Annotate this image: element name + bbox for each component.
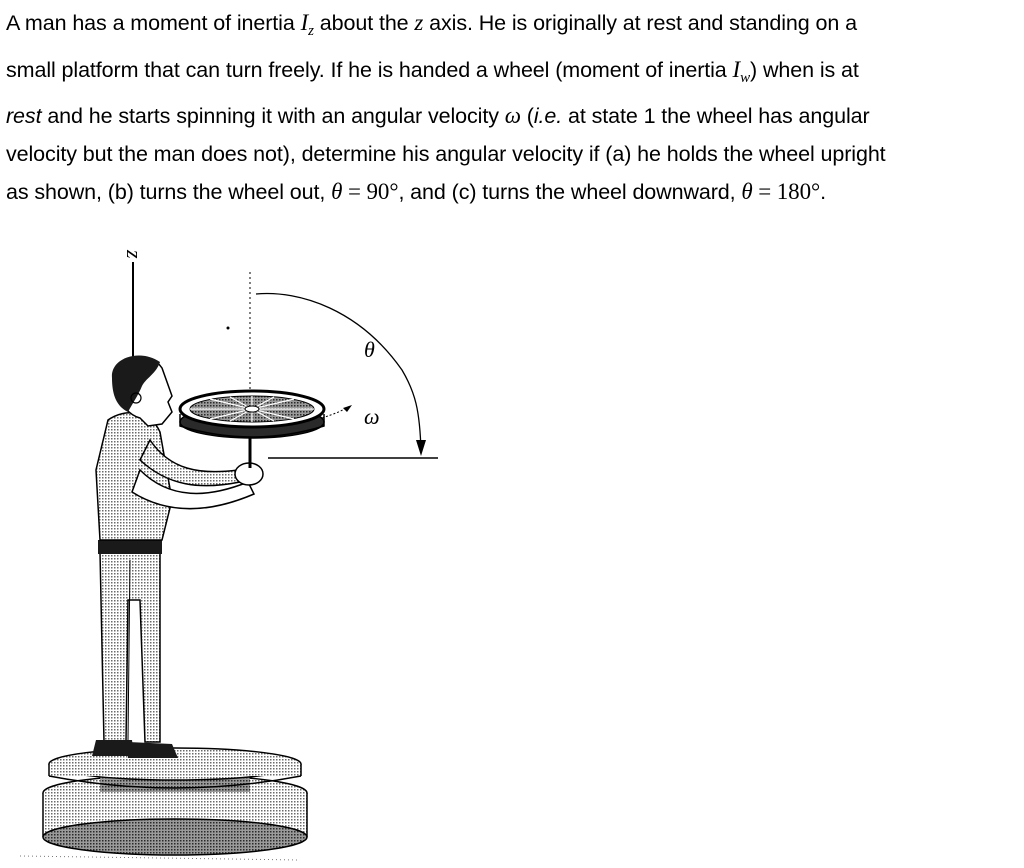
text: small platform that can turn freely. If he is handed a wheel (moment of inertia [6,57,733,82]
iz-base: I [300,10,309,35]
reference-dot [227,327,230,330]
equation: = 90° [342,179,399,204]
problem-line-2 [6,51,1018,98]
text: about the [313,11,415,35]
text: velocity but the man does not), determine his angular velocity if (a) he holds the wheel upright [6,141,886,166]
text: ) when is at [750,57,859,82]
z-axis-label: z [122,250,147,259]
iz-symbol [300,10,314,39]
problem-line-1 [6,4,1018,51]
iw-base: I [732,56,741,82]
problem-statement [6,4,1018,212]
belt [98,540,162,554]
z-symbol: z [414,10,424,35]
problem-line-4 [6,136,1018,174]
text: . [820,180,826,204]
text: , and (c) turns the wheel downward, [398,180,742,204]
text: as shown, (b) turns the wheel out, [6,180,332,204]
spin-arrowhead [343,405,352,412]
theta-symbol: θ [331,179,343,204]
ie-emphasis: i.e. [533,104,563,128]
problem-line-5 [6,173,1018,212]
turntable-platform [20,748,307,860]
theta-label: θ [364,337,375,362]
equation: = 180° [752,179,821,204]
theta-arrowhead [416,440,426,456]
omega-label: ω [364,404,380,429]
man-on-platform-figure [0,230,460,868]
text: and he starts spinning it with an angular velocity [41,104,505,128]
iw-symbol [732,56,751,86]
man-legs [92,552,178,758]
problem-line-3 [6,97,1018,136]
text: A man has a moment of inertia [6,11,301,35]
theta-symbol: θ [741,179,753,204]
text: axis. He is originally at rest and standing on a [423,11,857,35]
iz-subscript: z [308,23,314,39]
spinning-wheel [180,391,324,438]
man-torso [96,413,172,540]
omega-symbol: ω [504,103,521,128]
text: ( [520,104,534,128]
iw-subscript: w [740,69,751,86]
rest-emphasis: rest [6,104,42,128]
text: at state 1 the wheel has angular [562,104,870,128]
